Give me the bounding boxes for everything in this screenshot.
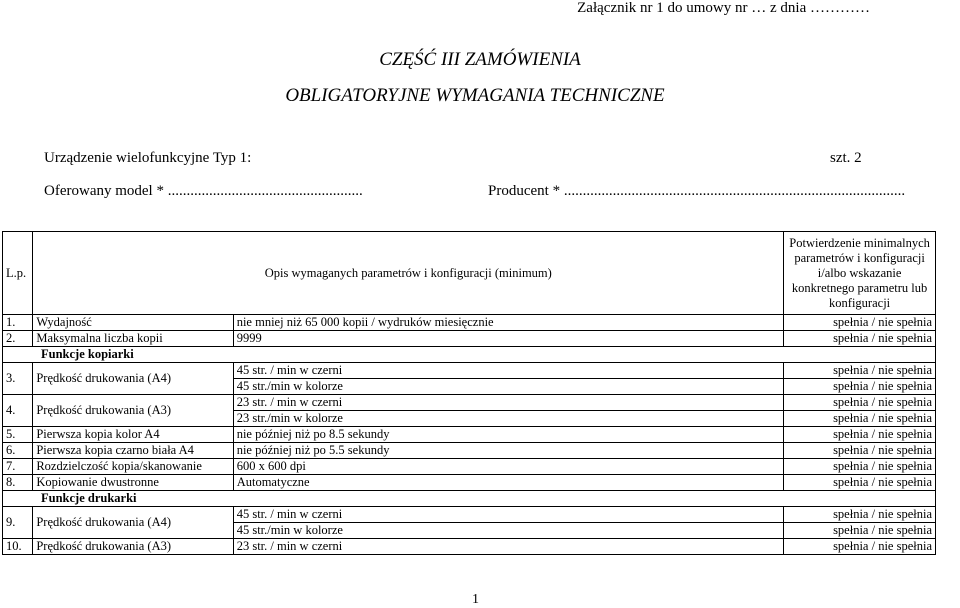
page-number: 1 (472, 592, 479, 607)
row-parameter: 23 str. / min w czerni (233, 395, 783, 411)
row-parameter: nie później niż po 5.5 sekundy (233, 443, 783, 459)
row-description: Prędkość drukowania (A4) (33, 363, 233, 395)
row-status: spełnia / nie spełnia (784, 475, 936, 491)
row-status: spełnia / nie spełnia (784, 395, 936, 411)
row-status: spełnia / nie spełnia (784, 363, 936, 379)
column-header-description: Opis wymaganych parametrów i konfiguracji (minimum) (33, 232, 784, 315)
row-parameter: 45 str./min w kolorze (233, 379, 783, 395)
offered-model-field: Oferowany model * .................................................... (44, 183, 363, 199)
row-parameter: 23 str. / min w czerni (233, 539, 783, 555)
requirements-title: OBLIGATORYJNE WYMAGANIA TECHNICZNE (285, 85, 665, 106)
table-row (3, 395, 936, 411)
row-description: Pierwsza kopia kolor A4 (33, 427, 233, 443)
row-number: 7. (3, 459, 33, 475)
device-type: Urządzenie wielofunkcyjne Typ 1: (44, 150, 252, 166)
row-status: spełnia / nie spełnia (784, 523, 936, 539)
column-header-confirmation: Potwierdzenie minimalnych parametrów i konfiguracji i/albo wskazanie konkretnego parametru lub konfiguracji (784, 232, 936, 315)
row-parameter: nie mniej niż 65 000 kopii / wydruków miesięcznie (233, 315, 783, 331)
row-number: 9. (3, 507, 33, 539)
row-status: spełnia / nie spełnia (784, 443, 936, 459)
section-title-copier: Funkcje kopiarki (3, 347, 936, 363)
row-number: 4. (3, 395, 33, 427)
table-row (3, 363, 936, 379)
row-parameter: nie później niż po 8.5 sekundy (233, 427, 783, 443)
annex-reference: Załącznik nr 1 do umowy nr … z dnia ………… (577, 0, 870, 16)
row-description: Kopiowanie dwustronne (33, 475, 233, 491)
table-row (3, 315, 936, 331)
row-status: spełnia / nie spełnia (784, 459, 936, 475)
row-parameter: 23 str./min w kolorze (233, 411, 783, 427)
table-row (3, 443, 936, 459)
row-number: 5. (3, 427, 33, 443)
row-status: spełnia / nie spełnia (784, 331, 936, 347)
row-description: Pierwsza kopia czarno biała A4 (33, 443, 233, 459)
row-description: Maksymalna liczba kopii (33, 331, 233, 347)
row-status: spełnia / nie spełnia (784, 411, 936, 427)
row-description: Prędkość drukowania (A3) (33, 539, 233, 555)
row-parameter: 45 str./min w kolorze (233, 523, 783, 539)
row-parameter: Automatyczne (233, 475, 783, 491)
row-status: spełnia / nie spełnia (784, 539, 936, 555)
row-parameter: 45 str. / min w czerni (233, 363, 783, 379)
row-parameter: 45 str. / min w czerni (233, 507, 783, 523)
table-row (3, 507, 936, 523)
row-number: 6. (3, 443, 33, 459)
row-number: 1. (3, 315, 33, 331)
table-header-row (3, 232, 936, 315)
row-status: spełnia / nie spełnia (784, 379, 936, 395)
row-description: Prędkość drukowania (A3) (33, 395, 233, 427)
row-description: Wydajność (33, 315, 233, 331)
row-description: Prędkość drukowania (A4) (33, 507, 233, 539)
row-number: 3. (3, 363, 33, 395)
row-number: 10. (3, 539, 33, 555)
part-title: CZĘŚĆ III ZAMÓWIENIA (379, 49, 581, 70)
section-title-printer: Funkcje drukarki (3, 491, 936, 507)
section-row (3, 491, 936, 507)
column-header-lp: L.p. (3, 232, 33, 315)
row-number: 8. (3, 475, 33, 491)
producer-field: Producent * ........................................................................................... (488, 183, 906, 199)
row-status: spełnia / nie spełnia (784, 427, 936, 443)
device-quantity: szt. 2 (830, 150, 862, 166)
row-status: spełnia / nie spełnia (784, 315, 936, 331)
table-row (3, 475, 936, 491)
table-row (3, 459, 936, 475)
table-row (3, 331, 936, 347)
table-row (3, 539, 936, 555)
row-status: spełnia / nie spełnia (784, 507, 936, 523)
section-row (3, 347, 936, 363)
row-description: Rozdzielczość kopia/skanowanie (33, 459, 233, 475)
row-parameter: 600 x 600 dpi (233, 459, 783, 475)
requirements-table (2, 231, 936, 555)
row-number: 2. (3, 331, 33, 347)
table-row (3, 427, 936, 443)
row-parameter: 9999 (233, 331, 783, 347)
